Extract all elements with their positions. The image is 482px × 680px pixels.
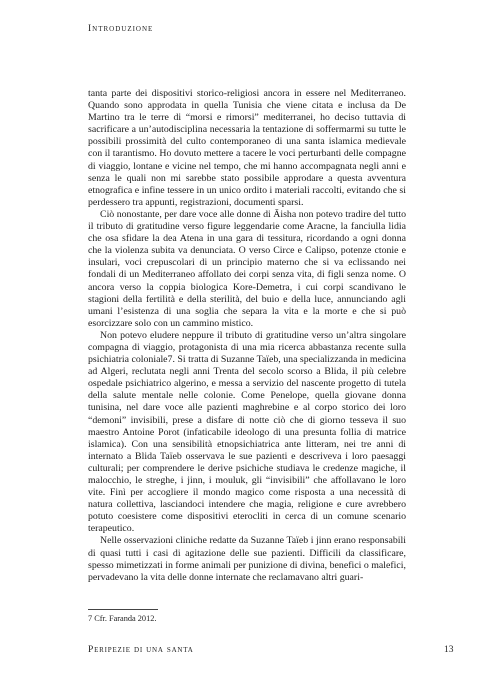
paragraph-1: tanta parte dei dispositivi storico-religiosi ancora in essere nel Mediterraneo. Quando sono approdata in quella Tunisia che viene citata e inclusa da De Martino tra le terre di “morsi e rimorsi” mediterranei, ho deciso tuttavia di sacrificare a un’autodisciplina necessaria la tentazione di soffermarmi su tutte le possibili prossimità del culto contemporaneo di una santa islamica medievale con il tarantismo. Ho dovuto mettere a tacere le voci perturbanti delle compagne di viaggio, lontane e vicine nel tempo, che mi hanno accompagnata negli anni e senza le quali non mi sarebbe stato possibile approdare a questa avventura etnografica e infine tessere in un unico ordito i materiali raccolti, evitando che si perdessero tra appunti, registrazioni, documenti sparsi. (88, 88, 406, 208)
body-text (88, 88, 406, 584)
running-foot: Peripezie di una santa (88, 645, 194, 655)
paragraph-4: Nelle osservazioni cliniche redatte da Suzanne Taïeb i jinn erano responsabili di quasi tutti i casi di agitazione delle sue pazienti. Difficili da classificare, spesso mimetizzati in forme animali per punizione di divina, benefici o malefici, pervadevano la vita delle donne internate che reclamavano altri guari- (88, 535, 406, 583)
paragraph-2: Ciò nonostante, per dare voce alle donne di Āisha non potevo tradire del tutto il tributo di gratitudine verso figure leggendarie come Aracne, la fanciulla lidia che osa sfidare la dea Atena in una gara di tessitura, ricordando a ogni donna che la violenza subita va denunciata. O verso Circe e Calipso, potenze ctonie e insulari, voci crepuscolari di un principio materno che si va eclissando nei fondali di un Mediterraneo affollato dei corpi senza vita, di figli senza nome. O ancora verso la coppia biologica Kore-Demetra, i cui corpi scandivano le stagioni della fertilità e della sterilità, del buio e della luce, annunciando agli umani l’esistenza di una soglia che separa la vita e la morte e che si può esorcizzare solo con un cammino mistico. (88, 208, 406, 329)
running-head: Introduzione (88, 24, 154, 34)
footnote: 7 Cfr. Faranda 2012. (88, 614, 157, 623)
footnote-rule (88, 609, 158, 610)
page-number: 13 (444, 645, 454, 655)
paragraph-3: Non potevo eludere neppure il tributo di gratitudine verso un’altra singolare compagna di viaggio, protagonista di una mia ricerca abbastanza recente sulla psichiatria coloniale7. Si tratta di Suzanne Taïeb, una specializzanda in medicina ad Algeri, reclutata negli anni Trenta del secolo scorso a Blida, il più celebre ospedale psichiatrico algerino, e messa a servizio del nascente progetto di tutela della salute mentale nelle colonie. Come Penelope, quella giovane donna tunisina, nel dare voce alle pazienti maghrebine e al corpo storico dei loro “demoni” invisibili, prese a disfare di notte ciò che di giorno tesseva il suo maestro Antoine Porot (infaticabile ideologo di una presunta follia di matrice islamica). Con una sensibilità etnopsichiatrica ante litteram, nei tre anni di internato a Blida Taïeb osservava le sue pazienti e descriveva i loro paesaggi culturali; per comprendere le derive psichiche studiava le credenze magiche, il malocchio, le streghe, i jinn, i mouluk, gli “invisibili” che affollavano le loro vite. Finì per accogliere il mondo magico come risposta a una necessità di natura collettiva, lasciandoci intendere che magia, religione e cure avrebbero potuto coesistere come dispositivi eterocliti in cerca di un comune scenario terapeutico. (88, 329, 406, 535)
